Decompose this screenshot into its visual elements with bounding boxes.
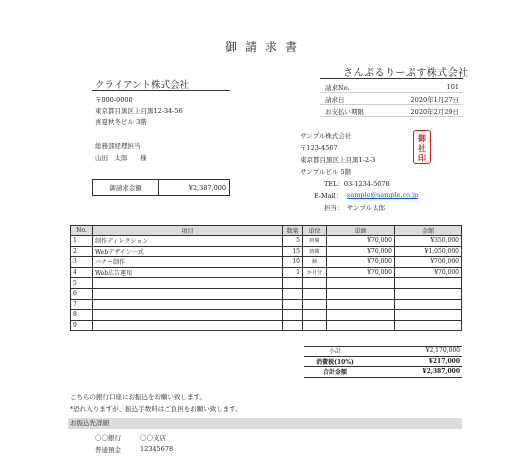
grand-total-label: 合計金額 xyxy=(322,369,347,377)
row-unit xyxy=(303,299,327,310)
grand-total-row xyxy=(304,367,462,378)
fee-note: *恐れ入りますが、振込手数料はご負担をお願い致します。 xyxy=(70,405,242,413)
table-row xyxy=(71,299,462,310)
client-postal: 〒000-0000 xyxy=(95,96,133,104)
row-price xyxy=(327,288,395,299)
row-unit: 時間 xyxy=(303,236,327,247)
row-qty: 5 xyxy=(283,236,303,247)
row-qty: 15 xyxy=(283,246,303,257)
seller-underline xyxy=(320,78,463,79)
row-qty xyxy=(283,320,303,331)
row-qty xyxy=(283,278,303,289)
row-qty xyxy=(283,299,303,310)
sender-building: サンプルビル 5階 xyxy=(300,168,352,176)
table-header-row xyxy=(71,226,462,236)
meta-divider xyxy=(320,104,463,105)
sender-tel: TEL：03-1234-5678 xyxy=(324,180,390,188)
row-item xyxy=(93,278,283,289)
row-no: 1 xyxy=(71,236,93,247)
tax-value: ¥217,000 xyxy=(428,357,460,365)
row-price xyxy=(327,310,395,321)
client-address-1: 東京都目黒区上目黒12-34-56 xyxy=(95,107,183,115)
row-amount xyxy=(395,299,462,310)
row-unit: 個 xyxy=(303,257,327,268)
row-price xyxy=(327,278,395,289)
row-amount: ¥700,000 xyxy=(395,257,462,268)
meta-divider xyxy=(320,116,463,117)
invoice-number-value: 101 xyxy=(446,83,459,91)
total-amount-value: ¥2,387,000 xyxy=(188,183,226,192)
bank-section-bar xyxy=(68,418,462,429)
header-no: No. xyxy=(71,226,93,236)
sender-staff: 担当： サンプル太郎 xyxy=(324,204,386,212)
row-unit xyxy=(303,310,327,321)
row-item xyxy=(93,288,283,299)
header-unit: 単位 xyxy=(303,226,327,236)
table-row xyxy=(71,288,462,299)
row-amount: ¥70,000 xyxy=(395,267,462,278)
subtotal-value: ¥2,170,000 xyxy=(425,347,460,355)
row-amount xyxy=(395,288,462,299)
row-unit: か月分 xyxy=(303,267,327,278)
row-no: 5 xyxy=(71,278,93,289)
invoice-date-label: 請求日 xyxy=(325,96,345,104)
tax-label: 消費税(10%) xyxy=(316,358,354,366)
header-amount: 金額 xyxy=(395,226,462,236)
row-no: 9 xyxy=(71,320,93,331)
row-unit xyxy=(303,278,327,289)
table-row xyxy=(71,236,462,247)
client-underline xyxy=(92,90,230,91)
sender-address: 東京都目黒区上目黒1-2-3 xyxy=(300,156,376,164)
row-no: 7 xyxy=(71,299,93,310)
table-row xyxy=(71,257,462,268)
row-qty: 1 xyxy=(283,267,303,278)
invoice-number-label: 請求No. xyxy=(325,84,350,92)
row-qty xyxy=(283,288,303,299)
row-no: 4 xyxy=(71,267,93,278)
row-item: Web広告運用 xyxy=(93,267,283,278)
subtotal-row xyxy=(304,346,462,357)
bank-account-type: 普通預金 xyxy=(95,446,121,454)
row-item: Webデザイン一式 xyxy=(93,246,283,257)
client-name: クライアント株式会社 xyxy=(95,80,190,91)
bank-account-number: 12345678 xyxy=(140,445,174,453)
client-honorific: 様 xyxy=(140,154,147,162)
row-item: 制作ディレクション xyxy=(93,236,283,247)
header-price: 単価 xyxy=(327,226,395,236)
due-date-value: 2020年2月29日 xyxy=(410,108,459,116)
row-price xyxy=(327,299,395,310)
line-items-table xyxy=(70,225,462,331)
total-amount-box xyxy=(92,179,230,196)
subtotal-label: 小計 xyxy=(328,348,341,356)
sender-email-link[interactable]: sample@sample.co.jp xyxy=(347,191,419,199)
client-address-2: 喜夏秋冬ビル 3階 xyxy=(95,118,147,126)
row-unit xyxy=(303,320,327,331)
row-item: バナー制作 xyxy=(93,257,283,268)
row-amount xyxy=(395,320,462,331)
header-qty: 数量 xyxy=(283,226,303,236)
invoice-date-value: 2020年1月27日 xyxy=(410,96,459,104)
seller-name: さんぷるりーぷす株式会社 xyxy=(343,68,469,79)
row-no: 2 xyxy=(71,246,93,257)
row-item xyxy=(93,320,283,331)
row-item xyxy=(93,299,283,310)
due-date-label: お支払い期限 xyxy=(325,108,364,116)
bank-name: 〇〇銀行 xyxy=(95,434,121,442)
row-no: 3 xyxy=(71,257,93,268)
payment-note: こちらの銀行口座にお振込をお願い致します。 xyxy=(70,393,206,401)
row-no: 6 xyxy=(71,288,93,299)
client-department: 総務部経理担当 xyxy=(95,142,141,150)
row-qty: 10 xyxy=(283,257,303,268)
seal-char: 印 xyxy=(418,153,426,163)
table-row xyxy=(71,246,462,257)
bank-branch: 〇〇支店 xyxy=(140,434,166,442)
row-amount xyxy=(395,310,462,321)
sender-postal: 〒123-4567 xyxy=(300,144,338,152)
seal-char: 社 xyxy=(418,143,426,153)
row-price xyxy=(327,320,395,331)
summary-block xyxy=(304,346,462,378)
row-item xyxy=(93,310,283,321)
row-qty xyxy=(283,310,303,321)
table-row xyxy=(71,320,462,331)
tax-row xyxy=(304,357,462,368)
total-amount-label: 御請求金額 xyxy=(93,180,159,195)
sender-company: サンプル株式会社 xyxy=(300,132,352,140)
grand-total-value: ¥2,387,000 xyxy=(422,368,460,376)
table-row xyxy=(71,278,462,289)
seal-char: 御 xyxy=(418,133,426,143)
row-price: ¥70,000 xyxy=(327,267,395,278)
document-title: 御請求書 xyxy=(224,40,305,54)
bank-section-title: お振込先詳細 xyxy=(70,419,109,427)
row-amount: ¥1,050,000 xyxy=(395,246,462,257)
header-item: 項目 xyxy=(93,226,283,236)
row-unit: 時間 xyxy=(303,246,327,257)
row-unit xyxy=(303,288,327,299)
meta-divider xyxy=(320,92,463,93)
row-price: ¥70,000 xyxy=(327,246,395,257)
row-price: ¥70,000 xyxy=(327,257,395,268)
row-no: 8 xyxy=(71,310,93,321)
row-price: ¥70,000 xyxy=(327,236,395,247)
table-row xyxy=(71,310,462,321)
sender-email-label: E-Mail： xyxy=(314,192,343,200)
row-amount: ¥350,000 xyxy=(395,236,462,247)
company-seal-stamp xyxy=(413,130,431,164)
client-contact: 山田 太郎 xyxy=(95,154,128,162)
row-amount xyxy=(395,278,462,289)
table-row xyxy=(71,267,462,278)
